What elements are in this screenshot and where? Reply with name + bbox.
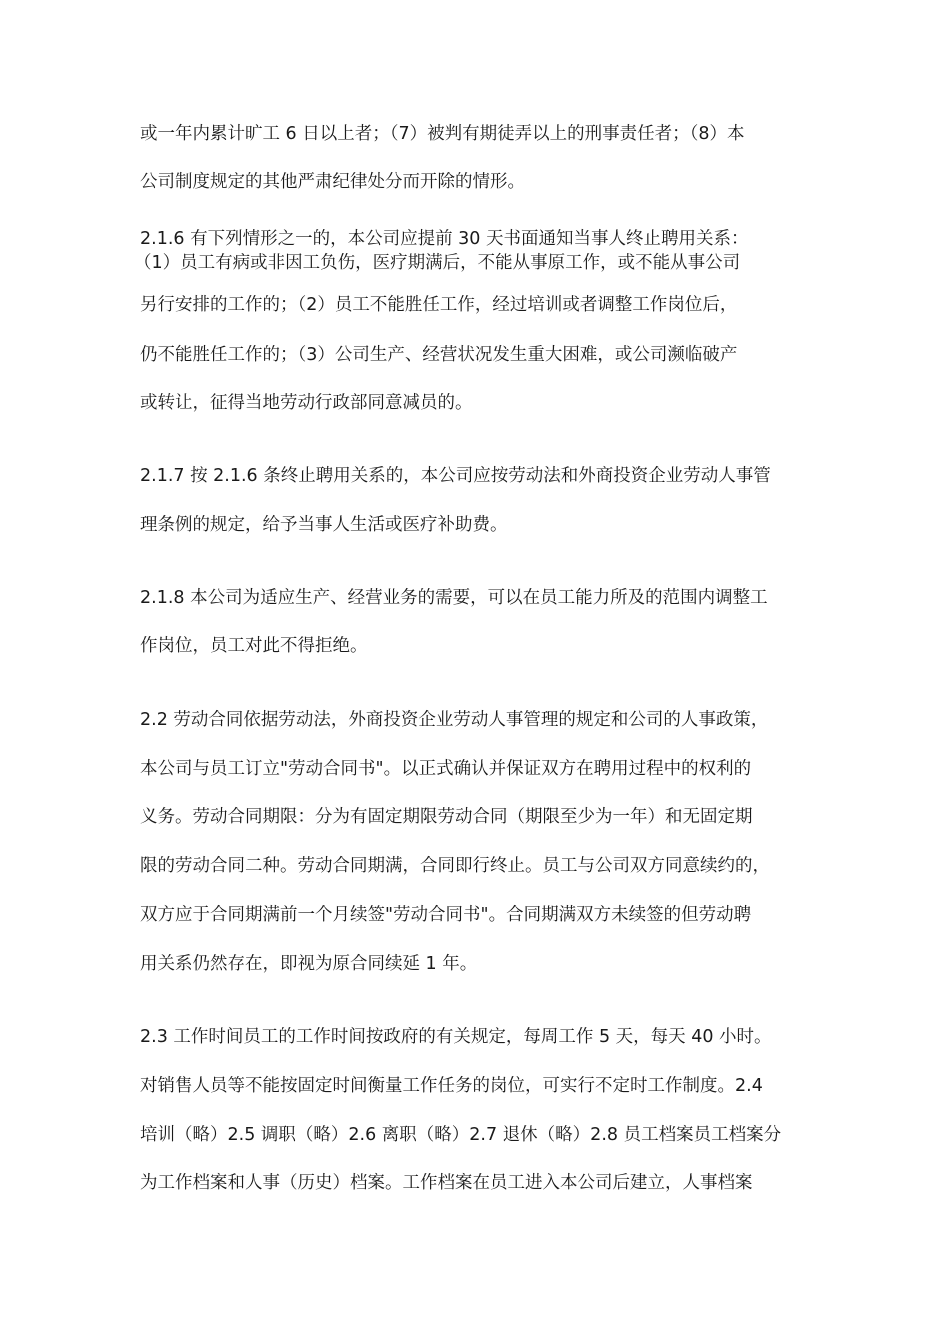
text-line: 2.3 工作时间员工的工作时间按政府的有关规定，每周工作 5 天，每天 40 小时。 [140,1027,772,1047]
text-line: 仍不能胜任工作的；（3）公司生产、经营状况发生重大困难，或公司濒临破产 [140,345,738,365]
text-line: 本公司与员工订立"劳动合同书"。以正式确认并保证双方在聘用过程中的权利的 [140,759,752,779]
text-line: 或一年内累计旷工 6 日以上者；（7）被判有期徒弄以上的刑事责任者；（8）本 [140,124,745,144]
text-line: 另行安排的工作的；（2）员工不能胜任工作，经过培训或者调整工作岗位后， [140,295,738,315]
text-line: 为工作档案和人事（历史）档案。工作档案在员工进入本公司后建立，人事档案 [140,1173,753,1193]
text-line: 作岗位，员工对此不得拒绝。 [140,636,368,656]
text-line: 对销售人员等不能按固定时间衡量工作任务的岗位，可实行不定时工作制度。2.4 [140,1076,763,1096]
text-line: 公司制度规定的其他严肃纪律处分而开除的情形。 [140,172,525,192]
text-line: 义务。劳动合同期限：分为有固定期限劳动合同（期限至少为一年）和无固定期 [140,807,753,827]
text-line: 2.1.6 有下列情形之一的，本公司应提前 30 天书面通知当事人终止聘用关系： [140,229,749,249]
text-line: 培训（略）2.5 调职（略）2.6 离职（略）2.7 退休（略）2.8 员工档案员工档案分 [140,1125,782,1145]
text-line: 限的劳动合同二种。劳动合同期满，合同即行终止。员工与公司双方同意续约的， [140,856,770,876]
text-line: 理条例的规定，给予当事人生活或医疗补助费。 [140,515,508,535]
text-line: 双方应于合同期满前一个月续签"劳动合同书"。合同期满双方未续签的但劳动聘 [140,905,752,925]
text-line: 用关系仍然存在，即视为原合同续延 1 年。 [140,954,478,974]
text-line: 或转让，征得当地劳动行政部同意减员的。 [140,393,473,413]
text-line: 2.2 劳动合同依据劳动法，外商投资企业劳动人事管理的规定和公司的人事政策， [140,710,769,730]
text-line: （1）员工有病或非因工负伤，医疗期满后，不能从事原工作，或不能从事公司 [134,253,741,273]
text-line: 2.1.7 按 2.1.6 条终止聘用关系的，本公司应按劳动法和外商投资企业劳动人事管 [140,466,771,486]
text-line: 2.1.8 本公司为适应生产、经营业务的需要，可以在员工能力所及的范围内调整工 [140,588,768,608]
